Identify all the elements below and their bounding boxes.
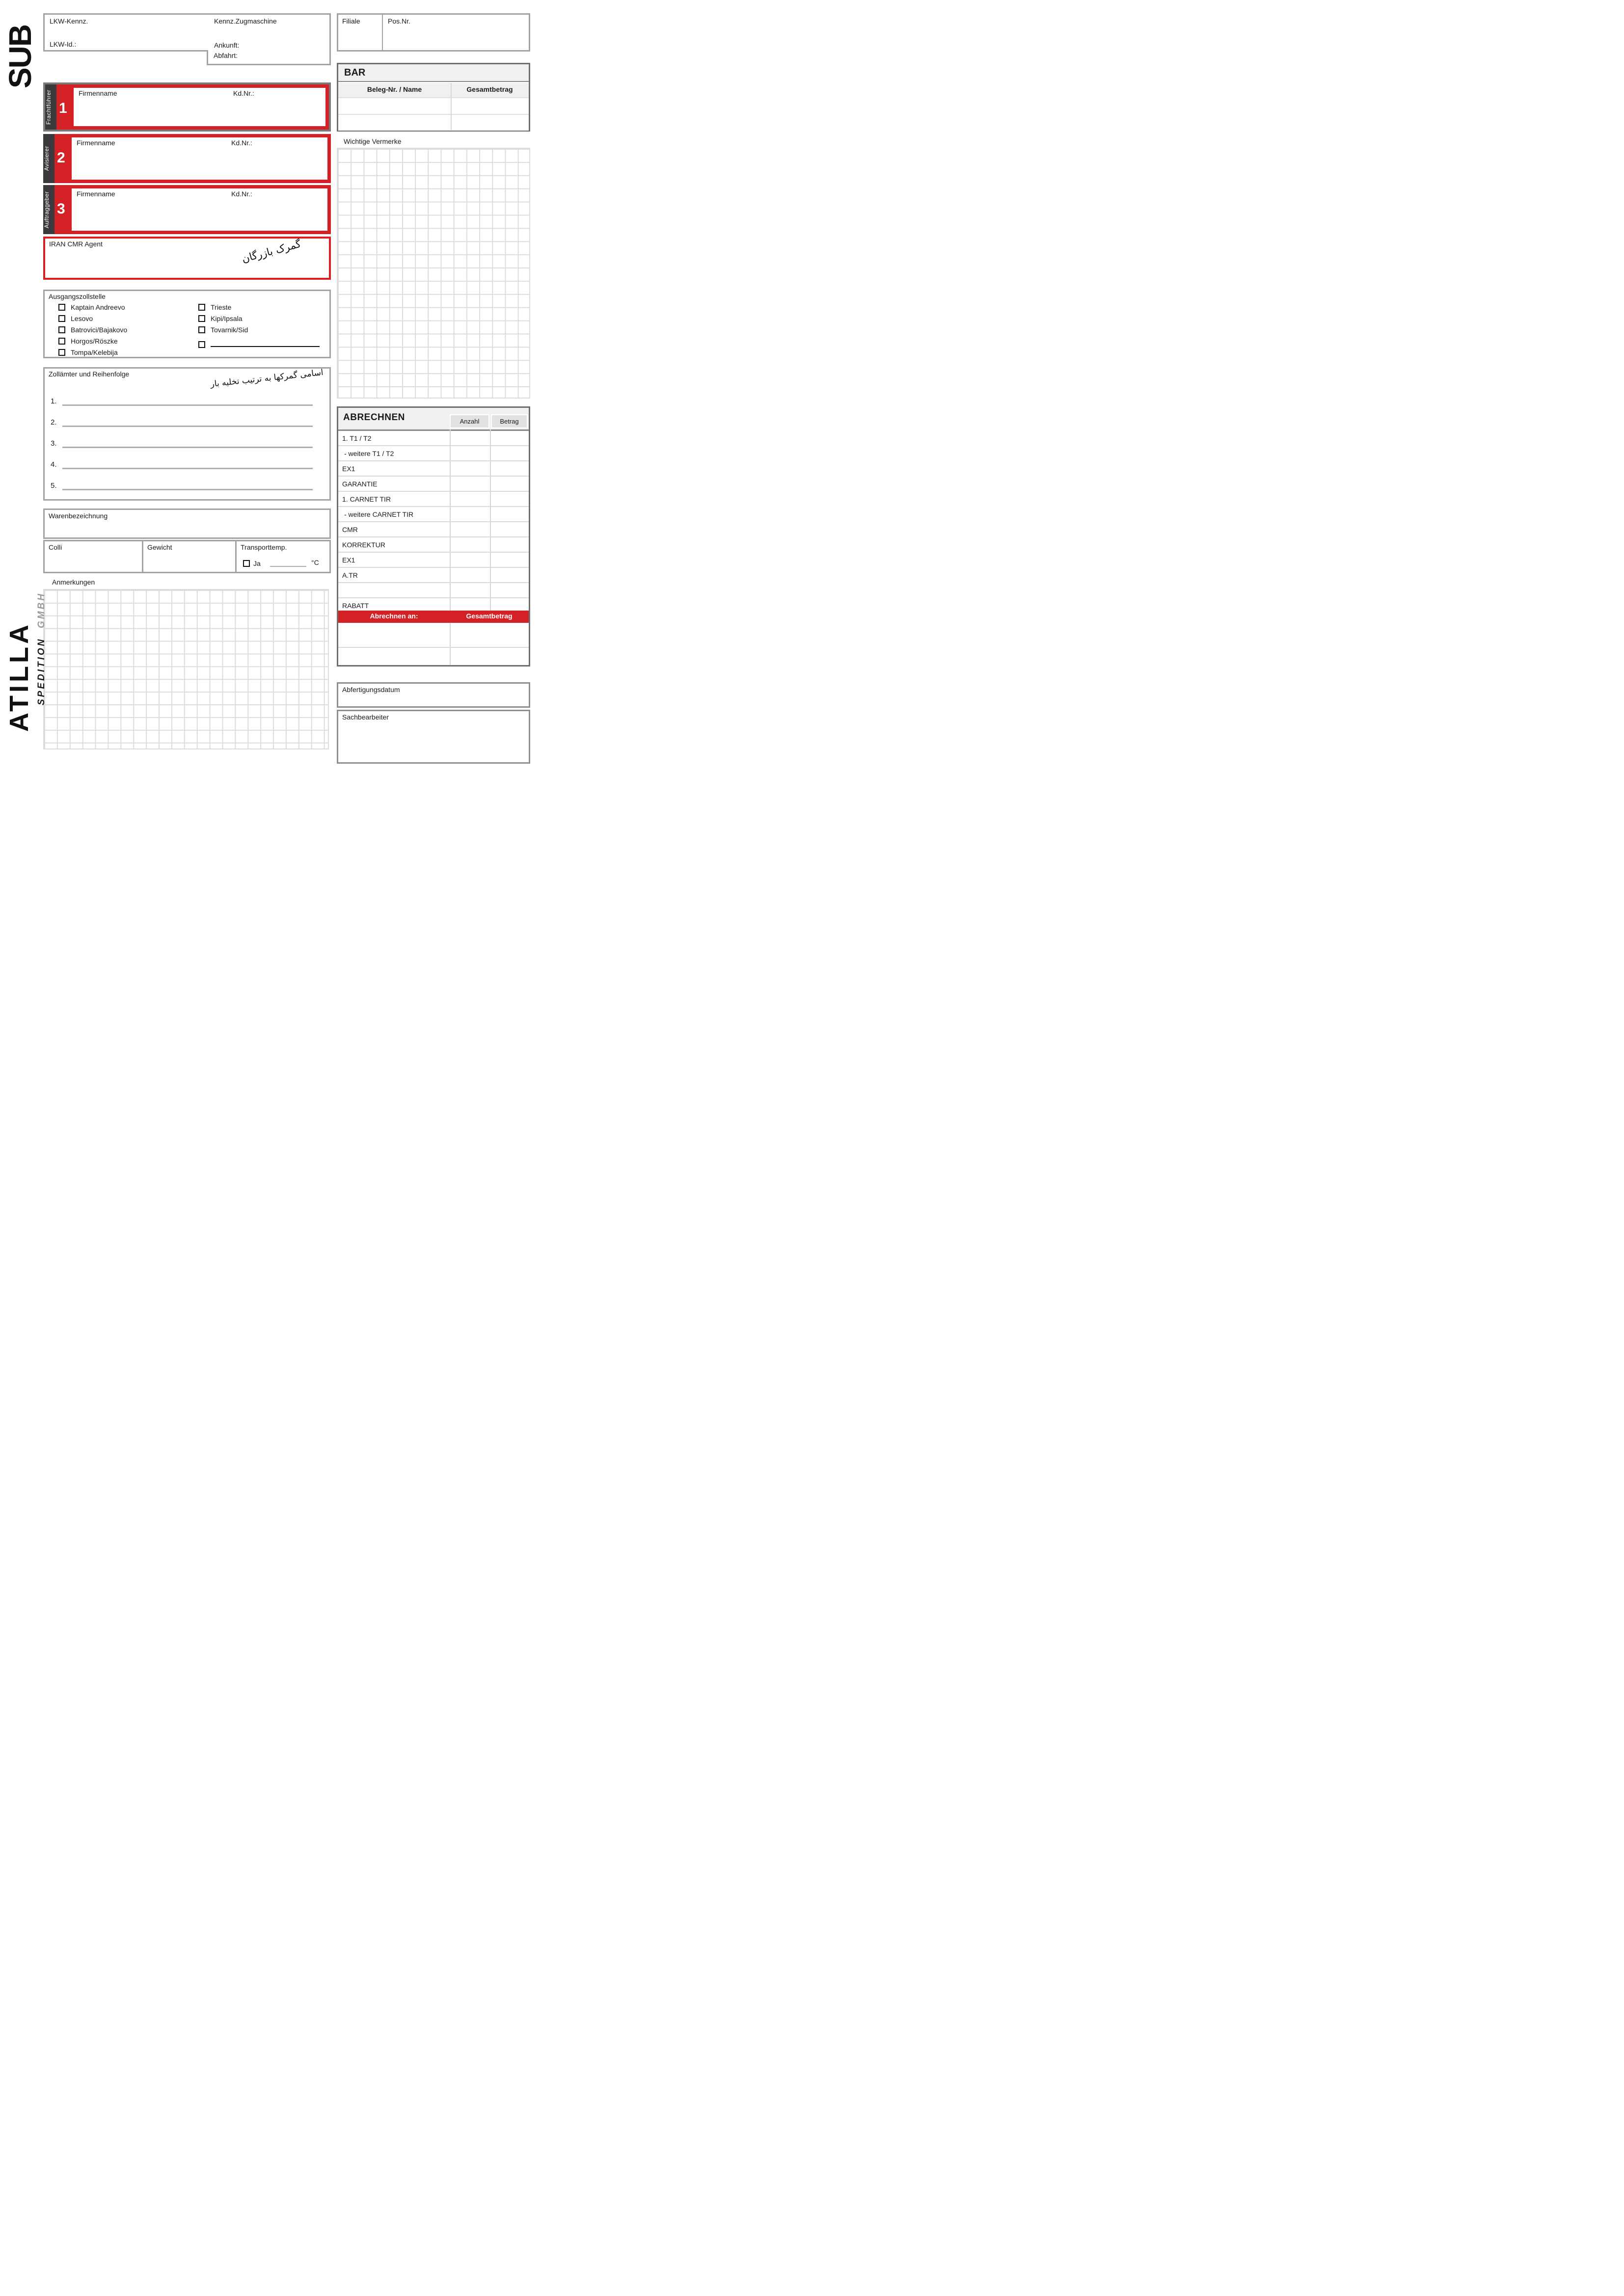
abrechnen-footer-bar [338,611,529,623]
checkbox-batrovici-bajakovo[interactable] [58,326,65,333]
spedition-text: SPEDITION [36,637,47,706]
abrechnen-row[interactable] [338,431,529,446]
truck-box[interactable] [43,13,331,52]
checkbox-other-zollstelle[interactable] [198,341,205,348]
abrechnen-row[interactable] [338,522,529,537]
bar-column-divider [451,83,452,130]
kdnr-label: Kd.Nr.: [231,139,252,147]
party-field[interactable] [72,137,327,180]
bar-title: BAR [344,67,366,78]
pos-nr-label: Pos.Nr. [388,17,410,25]
zollstelle-option: Horgos/Röszke [71,337,118,345]
abrechnen-row[interactable] [338,477,529,492]
ausgangszollstelle-label: Ausgangszollstelle [49,293,106,300]
colli-box[interactable] [43,540,143,573]
transporttemp-label: Transporttemp. [241,543,287,551]
abfahrt-label: Abfahrt: [214,52,238,59]
party-side-label: Frachtführer [45,89,52,125]
sachbearbeiter-box[interactable] [337,710,530,764]
checkbox-kipi-ipsala[interactable] [198,315,205,322]
checkbox-horgos-roeszke[interactable] [58,338,65,345]
abrechnen-row[interactable] [338,583,529,598]
colli-label: Colli [49,543,62,551]
zollstelle-option: Lesovo [71,315,93,322]
abrechnen-row-label: EX1 [342,556,355,564]
kdnr-label: Kd.Nr.: [231,190,252,198]
filiale-divider [382,15,383,50]
zollamt-line-number: 3. [51,439,57,448]
abrechnen-row[interactable] [338,507,529,522]
lkw-kennz-label: LKW-Kennz. [50,17,88,25]
abfertigungsdatum-label: Abfertigungsdatum [342,686,400,694]
checkbox-transporttemp-ja[interactable] [243,560,250,567]
bar-row[interactable] [338,114,529,131]
iran-cmr-agent-label: IRAN CMR Agent [49,240,103,248]
filiale-label: Filiale [342,17,360,25]
warenbezeichnung-label: Warenbezeichnung [49,512,108,520]
party-section-frachtfuehrer [43,82,331,132]
ausgangszollstelle-box [43,290,331,358]
zollstelle-option: Tovarnik/Sid [211,326,248,334]
lkw-id-label: LKW-Id.: [50,40,77,48]
zollamt-line-number: 1. [51,397,57,405]
firmenname-label: Firmenname [77,139,115,147]
anmerkungen-label: Anmerkungen [52,578,95,586]
gewicht-box[interactable] [142,540,237,573]
checkbox-kaptain-andreevo[interactable] [58,304,65,311]
abrechnen-table [337,406,530,667]
betrag-column-header: Betrag [491,414,528,428]
transporttemp-box[interactable] [235,540,331,573]
anmerkungen-grid[interactable] [43,589,329,749]
gesamtbetrag-label: Gesamtbetrag [466,612,513,620]
other-zollstelle-write-line[interactable] [211,339,320,347]
abrechnen-final-row[interactable] [338,648,529,665]
abrechnen-anzahl-divider [450,429,451,611]
party-number: 1 [59,100,67,116]
abrechnen-row-label: 1. CARNET TIR [342,495,391,503]
abrechnen-row-label: GARANTIE [342,480,378,488]
bar-title-strip [338,64,529,82]
zollamt-line-number: 2. [51,418,57,427]
abrechnen-row[interactable] [338,461,529,477]
abfahrt-box[interactable] [207,50,331,65]
party-number: 3 [57,201,65,217]
party-side-strip [43,134,54,183]
zollstelle-option: Batrovici/Bajakovo [71,326,128,334]
abrechnen-divider [450,648,451,665]
zollamt-write-line-1[interactable] [62,397,313,406]
abrechnen-row[interactable] [338,553,529,568]
zollamt-line-number: 4. [51,460,57,469]
abrechnen-header [338,408,529,429]
abrechnen-row[interactable] [338,568,529,583]
gewicht-label: Gewicht [147,543,172,551]
temperature-write-line[interactable] [270,559,306,567]
zollaemter-box [43,367,331,501]
zollamt-write-line-3[interactable] [62,439,313,448]
party-side-strip [43,185,54,234]
sub-logo: SUB [2,25,38,88]
zollamt-write-line-5[interactable] [62,481,313,490]
warenbezeichnung-box[interactable] [43,508,331,539]
abrechnen-row-label: - weitere CARNET TIR [344,510,414,518]
firmenname-label: Firmenname [77,190,115,198]
checkbox-trieste[interactable] [198,304,205,311]
zollamt-write-line-2[interactable] [62,418,313,427]
wichtige-vermerke-grid[interactable] [337,148,530,399]
abrechnen-row[interactable] [338,492,529,507]
abrechnen-row-label: - weitere T1 / T2 [344,450,394,457]
zollaemter-label: Zollämter und Reihenfolge [49,370,130,378]
iran-handwriting: گمرک بازرگان [241,238,303,265]
iran-cmr-agent-box[interactable] [43,237,331,280]
party-number: 2 [57,150,65,166]
zollstelle-option: Kaptain Andreevo [71,303,125,311]
gmbh-text: GMBH [36,591,47,629]
freight-form-page [0,0,541,766]
abrechnen-row-label: CMR [342,526,358,534]
zollamt-write-line-4[interactable] [62,460,313,469]
abrechnen-row-label: RABATT [342,602,369,610]
checkbox-lesovo[interactable] [58,315,65,322]
filiale-box[interactable] [337,13,530,52]
bar-header-row [338,83,529,97]
zollaemter-handwriting: اسامی گمرکها به ترتیب تخلیه بار [210,367,324,390]
party-side-label: Avisierer [43,146,50,171]
abrechnen-row-label: EX1 [342,465,355,473]
abrechnen-divider [450,623,451,647]
checkbox-tovarnik-sid[interactable] [198,326,205,333]
abrechnen-row-label: KORREKTUR [342,541,385,549]
abrechnen-an-label: Abrechnen an: [370,612,418,620]
abrechnen-row-label: 1. T1 / T2 [342,434,372,442]
ankunft-label: Ankunft: [214,41,240,49]
party-field[interactable] [74,88,325,126]
bar-col-name: Beleg-Nr. / Name [367,85,422,93]
anzahl-column-header: Anzahl [450,414,489,428]
zollamt-line-number: 5. [51,481,57,490]
wichtige-vermerke-label: Wichtige Vermerke [344,137,402,145]
abrechnen-row[interactable] [338,537,529,553]
bar-table [337,63,530,132]
kdnr-label: Kd.Nr.: [233,89,254,97]
abrechnen-an-field[interactable] [338,623,529,648]
party-side-label: Auftraggeber [43,191,50,228]
abrechnen-title: ABRECHNEN [343,412,405,423]
abrechnen-row-label: A.TR [342,571,358,579]
checkbox-tompa-kelebija[interactable] [58,349,65,356]
party-section-auftraggeber [43,185,331,234]
sachbearbeiter-label: Sachbearbeiter [342,713,389,721]
logo-gap [36,628,47,638]
abrechnen-rows [338,429,529,614]
abrechnen-row[interactable] [338,446,529,461]
zollstelle-option: Tompa/Kelebija [71,348,118,356]
abrechnen-betrag-divider [490,429,491,611]
zollstelle-option: Kipi/Ipsala [211,315,243,322]
party-field[interactable] [72,188,327,231]
atilla-logo: ATILLA [4,622,34,732]
celsius-label: °C [311,559,319,566]
firmenname-label: Firmenname [79,89,117,97]
party-section-avisierer [43,134,331,183]
spedition-gmbh-logo [36,532,50,766]
bar-row[interactable] [338,97,529,114]
abfertigungsdatum-box[interactable] [337,682,530,708]
bar-col-amount: Gesamtbetrag [466,85,513,93]
party-side-strip [45,84,56,130]
kennz-zugmaschine-label: Kennz.Zugmaschine [214,17,277,25]
ja-label: Ja [253,560,261,567]
zollstelle-option: Trieste [211,303,232,311]
